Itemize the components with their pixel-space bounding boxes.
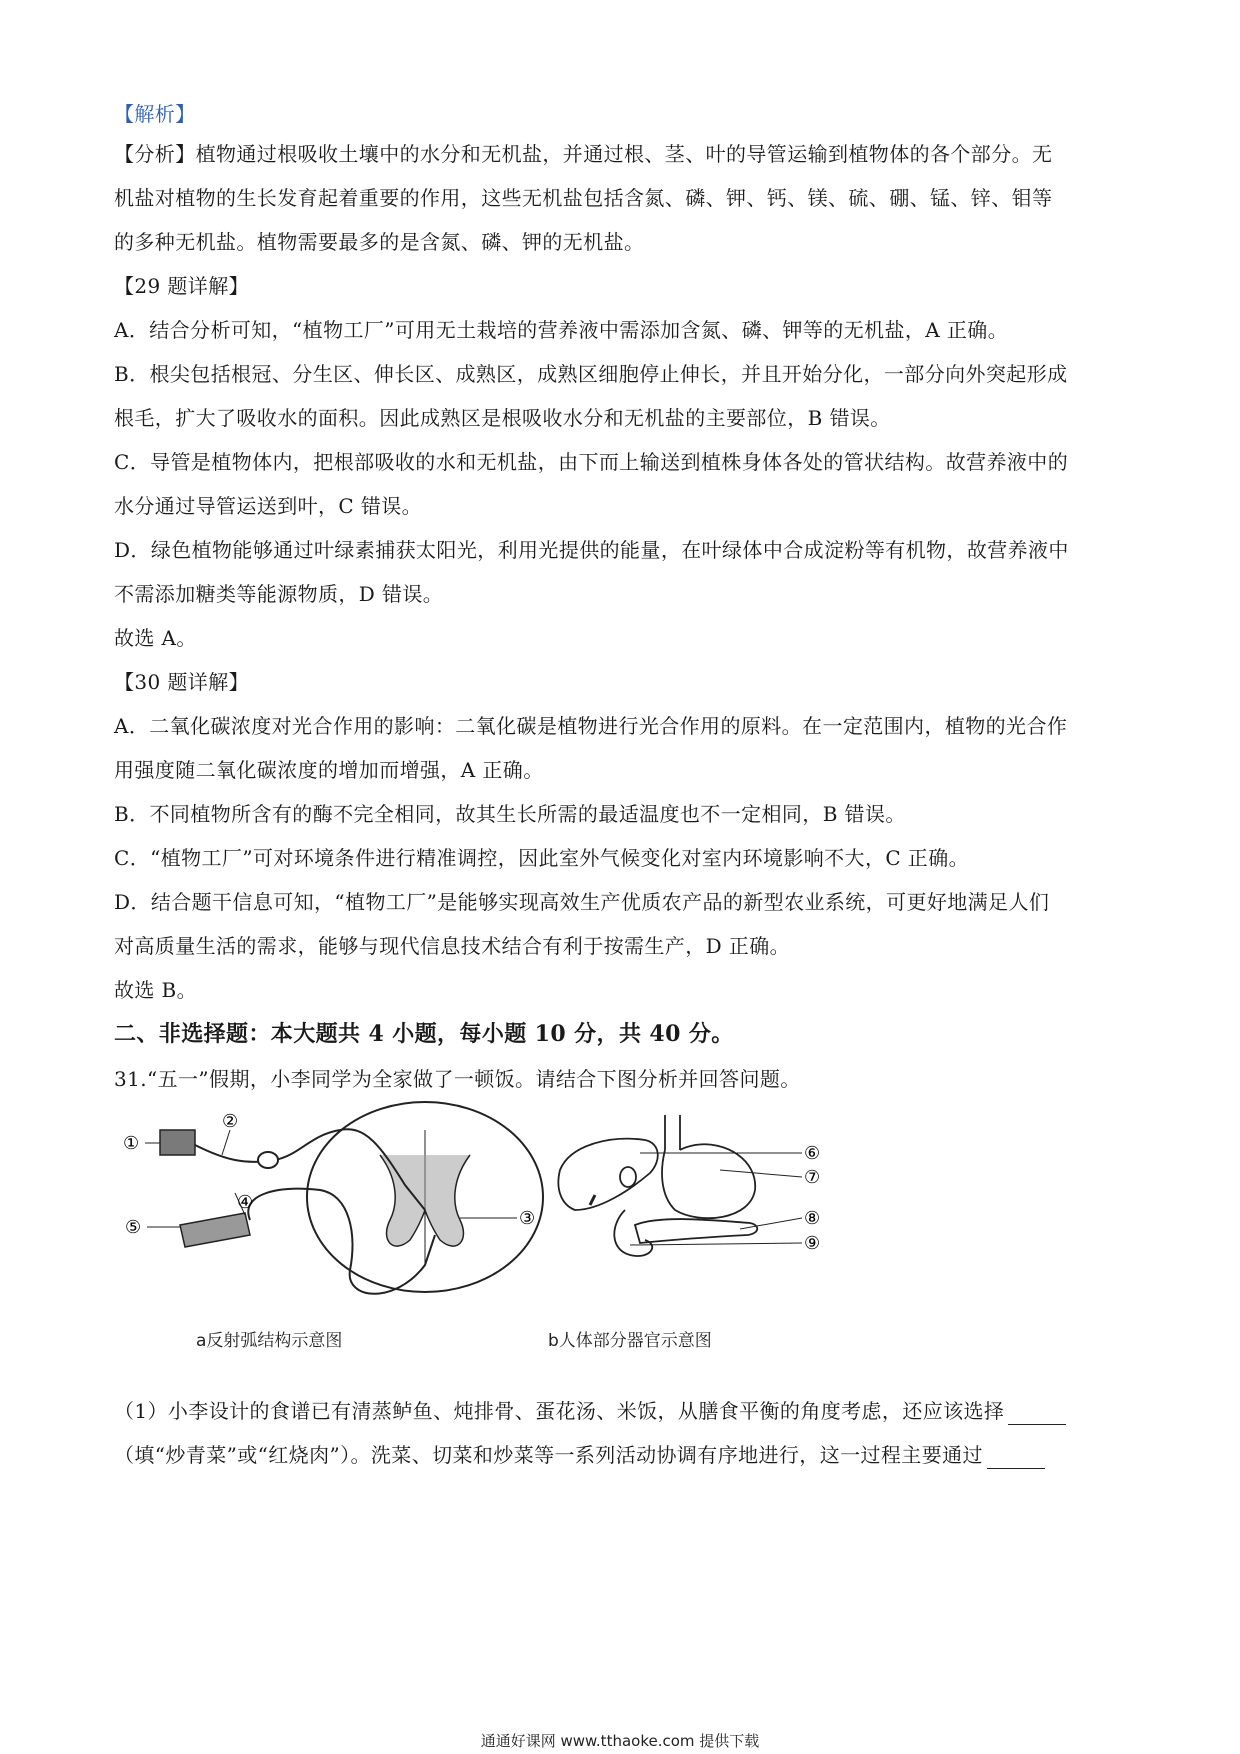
q29-line: 不需添加糖类等能源物质，D 错误。 [114, 582, 444, 606]
question-31-part-1-continued [114, 1441, 1129, 1469]
analysis-line: 【分析】植物通过根吸收土壤中的水分和无机盐，并通过根、茎、叶的导管运输到植物体的各个部分。无 [114, 142, 1053, 166]
section-title: 二、非选择题：本大题共 4 小题，每小题 10 分，共 40 分。 [114, 1021, 734, 1047]
label-9: ⑨ [804, 1233, 821, 1254]
q29-conclusion: 故选 A。 [114, 626, 197, 650]
label-3: ③ [519, 1208, 536, 1229]
label-8: ⑧ [804, 1208, 821, 1229]
label-1: ① [123, 1133, 140, 1154]
q30-line: 用强度随二氧化碳浓度的增加而增强，A 正确。 [114, 758, 544, 782]
q30-line: B．不同植物所含有的酶不完全相同，故其生长所需的最适温度也不一定相同，B 错误。 [114, 802, 906, 826]
figure-a-caption: a反射弧结构示意图 [196, 1331, 343, 1351]
label-6: ⑥ [804, 1143, 821, 1164]
question-text: （填“炒青菜”或“红烧肉”）。洗菜、切菜和炒菜等一系列活动协调有序地进行，这一过程主要通过 [114, 1443, 983, 1467]
q29-line: 水分通过导管运送到叶，C 错误。 [114, 494, 423, 518]
q29-line: C．导管是植物体内，把根部吸收的水和无机盐，由下而上输送到植株身体各处的管状结构。故营养液中的 [114, 450, 1069, 474]
q30-conclusion: 故选 B。 [114, 978, 198, 1002]
q29-line: B．根尖包括根冠、分生区、伸长区、成熟区，成熟区细胞停止伸长，并且开始分化，一部分向外突起形成 [114, 362, 1068, 386]
analysis-header: 【解析】 [114, 102, 196, 126]
q29-line: 根毛，扩大了吸收水的面积。因此成熟区是根吸收水分和无机盐的主要部位，B 错误。 [114, 406, 891, 430]
label-7: ⑦ [804, 1167, 821, 1188]
footer-source: 通通好课网 www.tthaoke.com 提供下载 [480, 1732, 760, 1750]
q30-line: D．结合题干信息可知，“植物工厂”是能够实现高效生产优质农产品的新型农业系统，可更好地满足人们 [114, 890, 1050, 914]
figure-b-caption: b人体部分器官示意图 [548, 1331, 712, 1351]
analysis-line: 的多种无机盐。植物需要最多的是含氮、磷、钾的无机盐。 [114, 230, 645, 254]
q30-line: 对高质量生活的需求，能够与现代信息技术结合有利于按需生产，D 正确。 [114, 934, 790, 958]
question-31-intro: 31.“五一”假期，小李同学为全家做了一顿饭。请结合下图分析并回答问题。 [114, 1067, 801, 1091]
digestive-organs-diagram [550, 1115, 850, 1315]
q29-header: 【29 题详解】 [114, 274, 250, 298]
answer-blank[interactable] [1008, 1404, 1066, 1425]
q30-line: C．“植物工厂”可对环境条件进行精准调控，因此室外气候变化对室内环境影响不大，C 正确。 [114, 846, 970, 870]
reflex-arc-diagram [123, 1111, 555, 1315]
q30-line: A．二氧化碳浓度对光合作用的影响：二氧化碳是植物进行光合作用的原料。在一定范围内，植物的光合作 [114, 714, 1068, 738]
q29-line: A．结合分析可知，“植物工厂”可用无土栽培的营养液中需添加含氮、磷、钾等的无机盐，A 正确。 [114, 318, 1009, 342]
label-4: ④ [237, 1192, 254, 1213]
label-2: ② [222, 1111, 239, 1132]
q30-header: 【30 题详解】 [114, 670, 250, 694]
analysis-line: 机盐对植物的生长发育起着重要的作用，这些无机盐包括含氮、磷、钾、钙、镁、硫、硼、锰、锌、钼等 [114, 186, 1053, 210]
answer-blank[interactable] [987, 1448, 1045, 1469]
question-31-part-1 [114, 1397, 1129, 1425]
question-text: （1）小李设计的食谱已有清蒸鲈鱼、炖排骨、蛋花汤、米饭，从膳食平衡的角度考虑，还应该选择 [114, 1399, 1005, 1423]
q29-line: D．绿色植物能够通过叶绿素捕获太阳光，利用光提供的能量，在叶绿体中合成淀粉等有机物，故营养液中 [114, 538, 1069, 562]
label-5: ⑤ [125, 1217, 142, 1238]
